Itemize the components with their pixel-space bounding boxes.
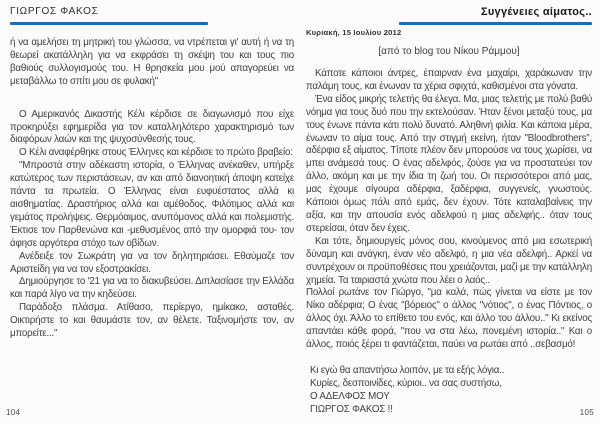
closing-line: ΓΙΩΡΓΟΣ ΦΑΚΟΣ !! [310,403,393,415]
paragraph: ή να αμελήσει τη μητρική του γλώσσα, να ντρέπεται γι' αυτή ή να τη θεωρεί ακατάλληλη για να εκφράσει τη σκέψη του και τους πιο βαθιούς συλλογισμούς του. Η θρησκεία μου μού απαγορεύει να μεταβάλλω το σπίτι μου σε φυλακή" [10,37,294,87]
right-page [306,6,592,416]
date-line: Κυριακή, 15 Ιουλίου 2012 [306,28,402,37]
page-number-right: 105 [579,408,594,417]
left-page-body [10,37,294,341]
paragraph: Ανέδειξε τον Σωκράτη για να τον δηλητηριάσει. Εθαύμαζε τον Αριστείδη για να τον εξοστρακίσει. [10,250,294,275]
closing-line: Κι εγώ θα απαντήσω λοιπόν, με τα εξής λόγια.. [310,364,505,376]
paragraph: Ο Κέλι αναφέρθηκε στους Έλληνες και κέρδισε το πρώτο βραβείο: [19,147,293,159]
paragraph: "Μπροστά στην αδέκαστη ιστορία, ο Έλληνας ανέκαθεν, υπήρξε κατώτερος των περιστάσεων, αν και από διανοητική άποψη κατείχε πάντα τα πρωτεία. Ο Έλληνας είναι ευφυέστατος αλλά κι αισθηματίας. Δραστήριος αλλά και αμέθοδος. Φιλότιμος αλλά και γεμάτος προλήψεις. Θερμόαιμος, ανυπόμονος αλλά και πολεμιστής. Έκτισε τον Παρθενώνα και -μεθυσμένος από την ομορφιά του- τον άφησε αργότερα στόχο των οβίδων. [10,160,294,249]
left-page [10,6,294,341]
left-page-header: ΓΙΩΡΓΟΣ ΦΑΚΟΣ [10,6,99,17]
paragraph: Κάποτε κάποιοι άντρες, έπαιρναν ένα μαχαίρι, χαράκωναν την παλάμη τους, και ένωναν τα χέρια σφιχτά, καθισμένοι στα γόνατα. [306,68,592,92]
paragraph: Δημιούργησε το '21 για να το διακυβεύσει. Διπλασίασε την Ελλάδα και παρά λίγο να την κηδεύσει. [10,276,294,301]
closing-line: Κυρίες, δεσποινίδες, κύριοι.. να σας συστήσω, [310,377,502,389]
paragraph: Ένα είδος μικρής τελετής θα έλεγα. Μα, μιας τελετής με πολύ βαθύ νόημα για τους δυό που την εκτελούσαν. Ήταν ξένοι μεταξύ τους, μα τους ένωνε πάντα κάτι πολύ δυνατό. Αληθινή φιλία. Και κάποια μέρα, ένωναν το αίμα τους. Από την στιγμή εκείνη, ήταν "Bloodbrothers", αδέρφια εξ αίματος. Τίποτε πλέον δεν μπορούσε να τους χωρίσει, να μπει ανάμεσά τους. Ο ένας αδελφός, ζούσε για να προστατεύει τον άλλο, ακόμη και με την ίδια τη ζωή του. Οι περισσότεροι από μας, μας έχουμε σίγουρα αδέρφια, ξαδέρφια, συγγενείς, γνωστούς. Κάποιοι όμως πάλι από εμάς, δεν έχουν. Τότε καταλαβαίνεις την αξία, και την απουσία ενός αδελφού η μιας αδελφής.. όταν τους στερείσαι, όταν δεν έχεις. [306,93,592,234]
closing-line: Ο ΑΔΕΛΦΟΣ ΜΟΥ [310,390,390,402]
right-header-rule [399,22,592,25]
byline: [από το blog του Νίκου Ράμμου] [378,46,520,57]
paragraph: Και τότε, δημιουργείς μόνος σου, κινούμενος από μια εσωτερική δύναμη και ανάγκη, έναν νέο αδελφό, η μια νέα αδελφή.. Αρκεί να συντρέχουν οι προϋποθέσεις που χρειάζονται, μαζί με την κατάλληλη χημεία. Τα ταιριαστά χνώτα που λέει ο λαός.. [306,235,592,286]
page-number-left: 104 [6,408,21,417]
right-page-body [306,68,592,352]
paragraph: Ο Αμερικανός Δικαστής Κέλι κέρδισε σε διαγωνισμό που είχε προκηρύξει εφημερίδα για τον καταλληλότερο χαρακτηρισμό των διαφόρων λαών και της ψυχοσύνθεσής τους. [10,108,294,146]
left-header-rule [10,22,208,25]
paragraph: Παράδοξο πλάσμα. Ατίθασο, περίεργο, ημίκακο, ασταθές. Οικτιρήστε το και θαυμάστε τον, αν θέλετε. Ταξινομήστε τον, αν μπορείτε..." [10,302,294,340]
closing-lines [306,364,592,416]
paragraph: Πολλοί ρωτάνε τον Γιώργο, "μα καλά, πώς γίνεται να είστε με τον Νίκο αδέρφια; Ο ένας "βόρειος" ο άλλος "νότιος", ο ένας Πόντιος, ο άλλος όχι. Άλλο το επίθετο του ενός, και άλλο του άλλου.." Κι εκείνος απαντάει κάθε φορά, "που να στα λέω, πονεμένη ιστορία.." Και ο άλλος, ποιός ξέρει τι φαντάζεται, παύει να ρωτάει από ..σεβασμό! [306,287,592,351]
right-page-header: Συγγένειες αίματος.. [480,6,592,18]
